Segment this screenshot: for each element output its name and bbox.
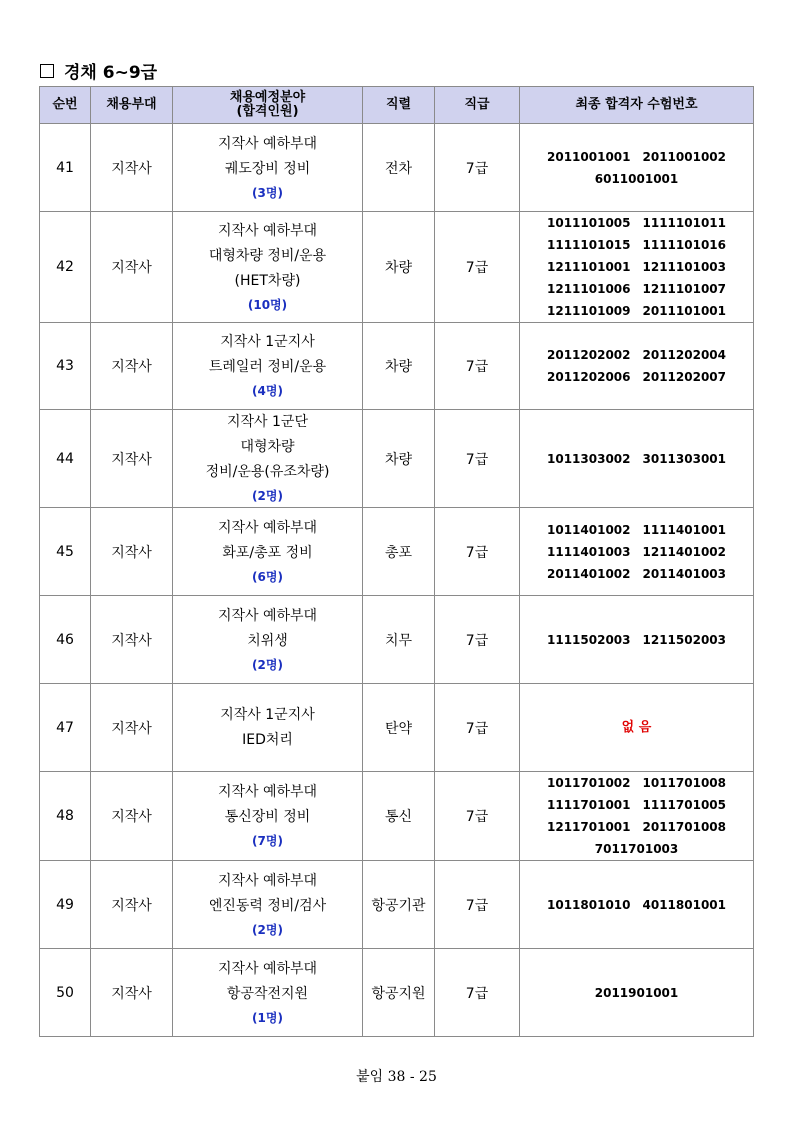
job-series: 차량: [363, 212, 435, 323]
recruitment-field: [173, 124, 363, 212]
row-number: 49: [40, 861, 91, 949]
field-line: 통신장비 정비: [224, 809, 311, 825]
job-grade: 7급: [435, 212, 520, 323]
exam-number-line: 1111401003 1211401002: [547, 544, 726, 559]
pass-count: (3명): [252, 185, 283, 200]
recruiting-unit: 지작사: [91, 861, 173, 949]
field-line: 지작사 예하부대: [217, 519, 318, 536]
row-number: 47: [40, 684, 91, 772]
table-row: [40, 212, 754, 323]
field-line: 화포/총포 정비: [222, 544, 313, 561]
section-title: 경채 6~9급: [64, 63, 158, 83]
recruitment-field: [173, 323, 363, 410]
field-line: 궤도장비 정비: [224, 160, 311, 177]
field-line: 지작사 1군지사: [220, 706, 315, 723]
field-line: 정비/운용(유조차량): [205, 464, 330, 480]
pass-count: (10명): [247, 297, 288, 312]
exam-number-line: 2011202002 2011202004: [547, 348, 726, 362]
recruiting-unit: 지작사: [91, 772, 173, 861]
job-series: 탄약: [363, 684, 435, 772]
exam-number-line: 1011801010 4011801001: [547, 897, 726, 912]
pass-count: (6명): [252, 569, 283, 584]
exam-number-line: 2011001001 2011001002: [547, 149, 726, 164]
row-number: 44: [40, 410, 91, 508]
job-series: 항공지원: [363, 949, 435, 1037]
pass-count: (7명): [252, 834, 283, 848]
job-series: 항공기관: [363, 861, 435, 949]
exam-number-line: 2011901001: [594, 985, 679, 1000]
exam-number-line: 1011101005 1111101011: [547, 216, 726, 230]
section-heading: [40, 58, 157, 83]
row-number: 43: [40, 323, 91, 410]
recruiting-unit: 지작사: [91, 596, 173, 684]
job-grade: 7급: [435, 508, 520, 596]
row-number: 50: [40, 949, 91, 1037]
checkbox-square-icon: [40, 64, 54, 78]
recruitment-field: [173, 410, 363, 508]
field-line: 지작사 1군지사: [220, 334, 315, 350]
row-number: 46: [40, 596, 91, 684]
job-series: 전차: [363, 124, 435, 212]
field-line: 지작사 예하부대: [217, 222, 318, 239]
field-line: 지작사 1군단: [227, 414, 308, 430]
recruiting-unit: 지작사: [91, 124, 173, 212]
col-header-unit: 채용부대: [91, 87, 173, 124]
exam-number-line: 1111502003 1211502003: [547, 632, 726, 647]
recruitment-field: [173, 772, 363, 861]
row-number: 45: [40, 508, 91, 596]
table-row: [40, 596, 754, 684]
exam-number-line: 1111101015 1111101016: [547, 238, 726, 252]
exam-number-line: 6011001001: [594, 171, 679, 186]
exam-number-line: 1011701002 1011701008: [547, 776, 726, 790]
job-grade: 7급: [435, 410, 520, 508]
col-header-numbers: 최종 합격자 수험번호: [520, 87, 754, 124]
none-label: 없 음: [621, 720, 652, 735]
table-row: [40, 410, 754, 508]
col-header-series: 직렬: [363, 87, 435, 124]
recruiting-unit: 지작사: [91, 323, 173, 410]
recruitment-field: [173, 596, 363, 684]
exam-numbers: [520, 212, 754, 323]
row-number: 48: [40, 772, 91, 861]
exam-number-line: 2011202006 2011202007: [547, 370, 726, 384]
exam-number-line: 1211701001 2011701008: [547, 820, 726, 834]
exam-number-line: 7011701003: [594, 842, 679, 856]
recruitment-field: [173, 949, 363, 1037]
exam-numbers: [520, 410, 754, 508]
field-line: 항공작전지원: [226, 985, 309, 1002]
exam-numbers: [520, 508, 754, 596]
job-grade: 7급: [435, 861, 520, 949]
pass-count: (2명): [252, 657, 283, 672]
pass-count: (4명): [252, 384, 283, 398]
exam-number-line: 2011401002 2011401003: [547, 566, 726, 581]
field-line: 엔진동력 정비/검사: [208, 897, 327, 914]
exam-numbers: [520, 949, 754, 1037]
field-line: 대형차량: [240, 439, 295, 455]
pass-count: (1명): [252, 1010, 283, 1025]
job-series: 통신: [363, 772, 435, 861]
recruitment-field: [173, 684, 363, 772]
exam-number-line: 1211101001 1211101003: [547, 260, 726, 274]
table-row: [40, 772, 754, 861]
field-line: IED처리: [242, 731, 293, 748]
pass-count: (2명): [252, 922, 283, 937]
col-header-field: 채용예정분야 (합격인원): [173, 87, 363, 124]
job-grade: 7급: [435, 684, 520, 772]
row-number: 41: [40, 124, 91, 212]
recruiting-unit: 지작사: [91, 684, 173, 772]
field-line: 지작사 예하부대: [217, 135, 318, 152]
results-table: [39, 86, 754, 1037]
table-row: [40, 861, 754, 949]
job-series: 총포: [363, 508, 435, 596]
recruitment-field: [173, 508, 363, 596]
field-line: 트레일러 정비/운용: [208, 359, 327, 375]
exam-number-line: 1211101009 2011101001: [547, 304, 726, 318]
job-grade: 7급: [435, 323, 520, 410]
job-grade: 7급: [435, 124, 520, 212]
recruiting-unit: 지작사: [91, 949, 173, 1037]
job-grade: 7급: [435, 772, 520, 861]
job-grade: 7급: [435, 949, 520, 1037]
exam-numbers: [520, 124, 754, 212]
job-series: 차량: [363, 410, 435, 508]
table-header-row: [40, 87, 754, 124]
pass-count: (2명): [252, 489, 283, 503]
exam-number-line: 1111701001 1111701005: [547, 798, 726, 812]
table-row: [40, 684, 754, 772]
field-line: 지작사 예하부대: [217, 960, 318, 977]
table-row: [40, 323, 754, 410]
recruitment-field: [173, 212, 363, 323]
field-line: (HET차량): [234, 272, 301, 289]
field-line: 치위생: [247, 632, 288, 649]
job-series: 차량: [363, 323, 435, 410]
exam-numbers: [520, 772, 754, 861]
exam-numbers: [520, 596, 754, 684]
table-row: [40, 124, 754, 212]
field-line: 대형차량 정비/운용: [208, 247, 327, 264]
row-number: 42: [40, 212, 91, 323]
recruiting-unit: 지작사: [91, 410, 173, 508]
recruitment-field: [173, 861, 363, 949]
recruiting-unit: 지작사: [91, 508, 173, 596]
col-header-grade: 직급: [435, 87, 520, 124]
job-grade: 7급: [435, 596, 520, 684]
exam-numbers: [520, 684, 754, 772]
table-row: [40, 508, 754, 596]
col-header-no: 순번: [40, 87, 91, 124]
field-line: 지작사 예하부대: [217, 784, 318, 800]
job-series: 치무: [363, 596, 435, 684]
field-line: 지작사 예하부대: [217, 607, 318, 624]
exam-number-line: 1011303002 3011303001: [547, 451, 726, 466]
exam-number-line: 1011401002 1111401001: [547, 522, 726, 537]
table-row: [40, 949, 754, 1037]
exam-numbers: [520, 323, 754, 410]
exam-numbers: [520, 861, 754, 949]
exam-number-line: 1211101006 1211101007: [547, 282, 726, 296]
recruiting-unit: 지작사: [91, 212, 173, 323]
field-line: 지작사 예하부대: [217, 872, 318, 889]
page-footer: 붙임 38 - 25: [356, 1069, 437, 1085]
